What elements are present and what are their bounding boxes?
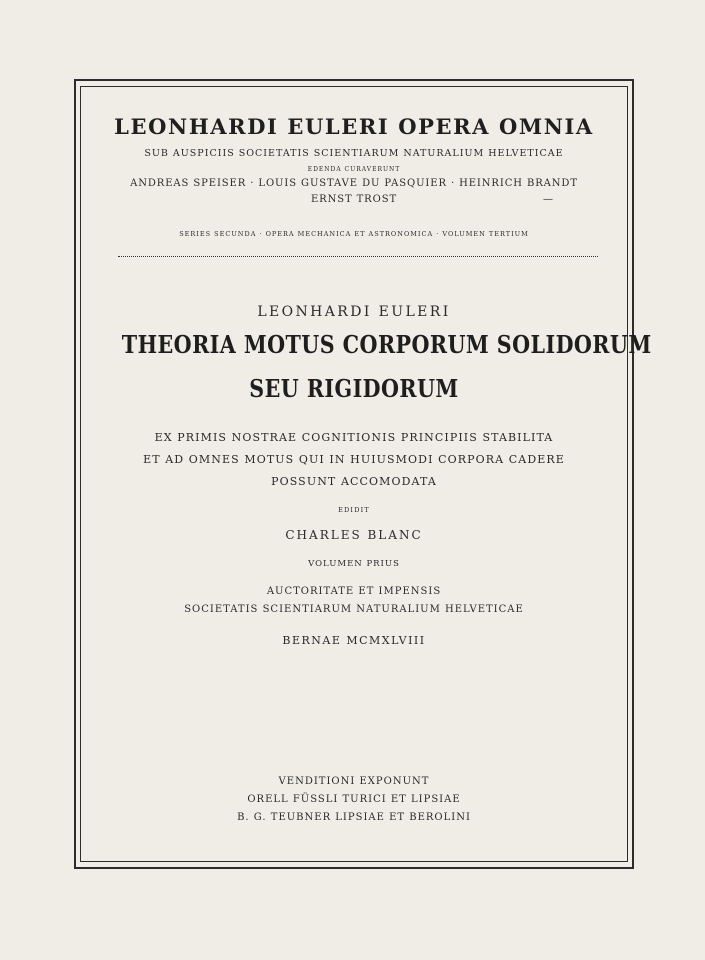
series-subtitle: SUB AUSPICIIS SOCIETATIS SCIENTIARUM NATURALIUM HELVETICAE [144, 148, 564, 159]
editors-line-2-text: ERNST TROST [310, 194, 398, 205]
divider-rule [118, 256, 598, 257]
imprint-line-3: B. G. TEUBNER LIPSIAE ET BEROLINI [237, 812, 471, 823]
description-line-3: POSSUNT ACCOMODATA [271, 475, 437, 488]
authority-line-1: AUCTORITATE ET IMPENSIS [266, 586, 442, 597]
series-volume-line: SERIES SECUNDA · OPERA MECHANICA ET ASTRONOMICA · VOLUMEN TERTIUM [179, 230, 529, 238]
edidit-label: EDIDIT [338, 506, 370, 514]
place-and-year: BERNAE MCMXLVIII [282, 634, 426, 647]
imprint-line-2: ORELL FÜSSLI TURICI ET LIPSIAE [247, 794, 461, 805]
volume-label: VOLUMEN PRIUS [308, 559, 400, 569]
series-title: LEONHARDI EULERI OPERA OMNIA [114, 114, 594, 139]
work-title-line-1: THEORIA MOTUS CORPORUM SOLIDORUM [121, 330, 652, 359]
editors-line-1: ANDREAS SPEISER · LOUIS GUSTAVE DU PASQUIER · HEINRICH BRANDT [130, 178, 578, 189]
description-line-1: EX PRIMIS NOSTRAE COGNITIONIS PRINCIPIIS STABILITA [154, 431, 554, 444]
author-name: LEONHARDI EULERI [257, 304, 451, 320]
editor-name: CHARLES BLANC [285, 528, 423, 542]
imprint-line-1: VENDITIONI EXPONUNT [278, 776, 430, 787]
authority-line-2: SOCIETATIS SCIENTIARUM NATURALIUM HELVETICAE [184, 604, 524, 615]
editors-dash: — [543, 194, 554, 205]
title-page [84, 86, 652, 862]
description-line-2: ET AD OMNES MOTUS QUI IN HUIUSMODI CORPORA CADERE [143, 453, 565, 466]
editors-line-2 [84, 194, 624, 205]
editors-label: EDENDA CURAVERUNT [307, 166, 401, 173]
work-title-line-2: SEU RIGIDORUM [249, 374, 459, 403]
